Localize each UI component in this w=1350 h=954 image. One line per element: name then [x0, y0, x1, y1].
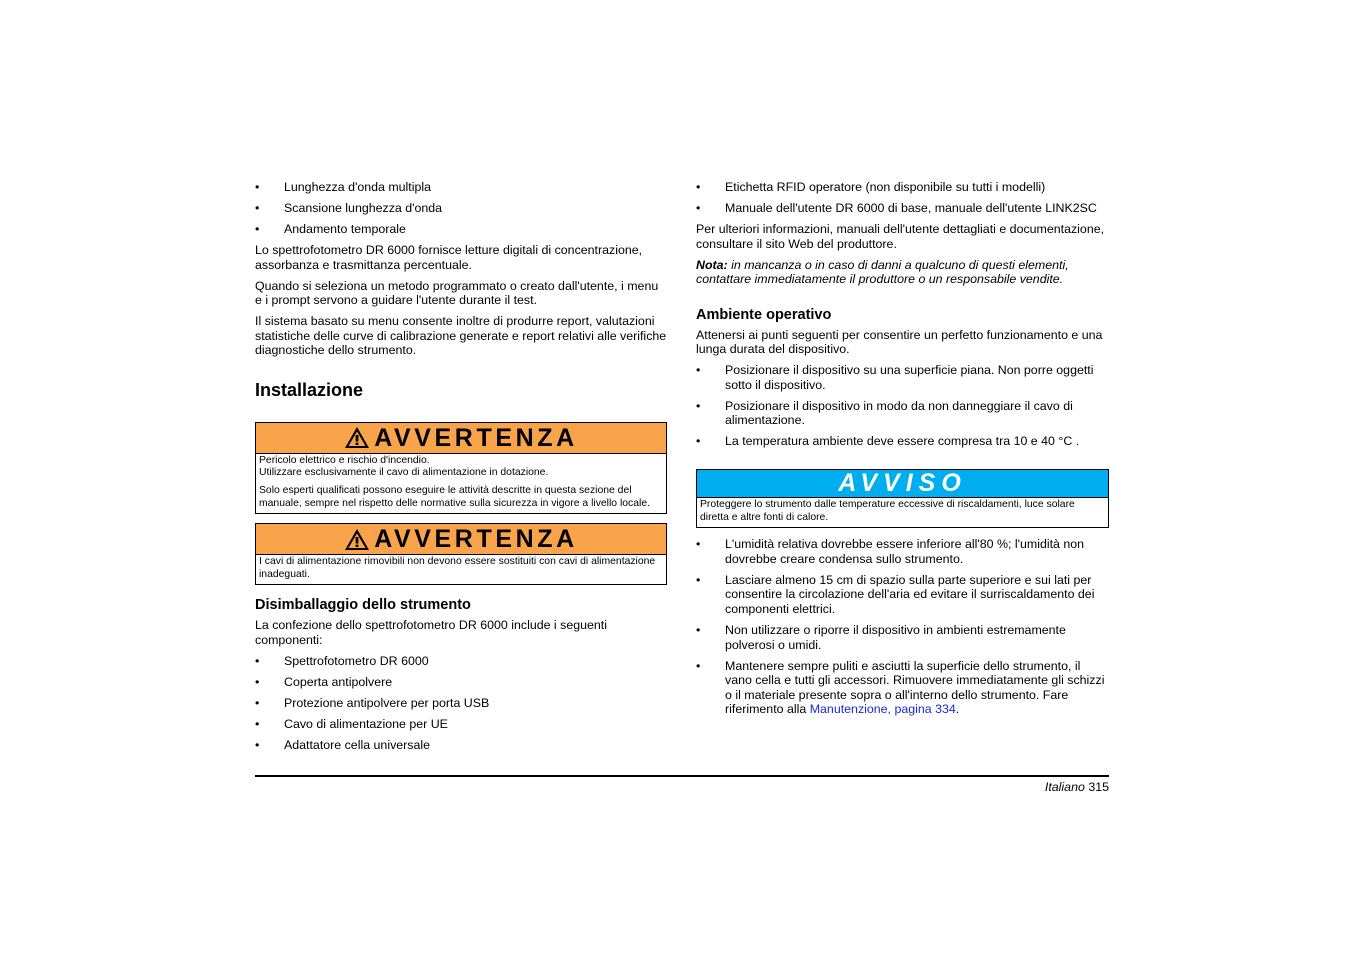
warning-text: Pericolo elettrico e rischio d'incendio. — [259, 454, 430, 466]
notice-header: AVVISO — [697, 470, 1108, 498]
note-label: Nota: — [696, 257, 728, 272]
list-item: • Andamento temporale — [255, 222, 667, 237]
warning-header — [256, 524, 666, 555]
environment-heading: Ambiente operativo — [696, 306, 832, 323]
note-text: in mancanza o in caso di danni a qualcuno di questi elementi, contattare immediatamente il produttore o un responsabile vendite. — [696, 257, 1069, 287]
footer-rule — [255, 775, 1109, 777]
list-item: • L'umidità relativa dovrebbe essere inferiore all'80 %; l'umidità non dovrebbe creare condensa sullo strumento. — [696, 537, 1109, 566]
warning-text: Solo esperti qualificati possono eseguire le attività descritte in questa sezione del manuale, sempre nel rispetto delle normative sulla sicurezza in vigore a livello locale. — [259, 485, 650, 509]
warning-title: AVVERTENZA — [374, 423, 578, 452]
unpacking-heading: Disimballaggio dello strumento — [255, 597, 471, 614]
paragraph: Il sistema basato su menu consente inoltre di produrre report, valutazioni statistiche delle curve di calibrazione generate e report relativi alle verifiche diagnostiche dello strumento. — [255, 314, 667, 358]
list-item-end: . — [955, 702, 960, 717]
list-item: • Posizionare il dispositivo in modo da non danneggiare il cavo di alimentazione. — [696, 399, 1109, 428]
list-item: • Adattatore cella universale — [255, 738, 667, 753]
list-item: • Posizionare il dispositivo su una superficie piana. Non porre oggetti sotto il dispositivo. — [696, 363, 1109, 392]
environment-list — [696, 363, 1109, 449]
list-item: • Spettrofotometro DR 6000 — [255, 654, 667, 669]
warning-box-cables — [255, 523, 667, 585]
paragraph: Quando si seleziona un metodo programmato o creato dall'utente, i menu e i prompt servono a guidare l'utente durante il test. — [255, 278, 659, 308]
list-item — [696, 659, 1109, 717]
notice-text: Proteggere lo strumento dalle temperature eccessive di riscaldamenti, luce solare diretta e altre fonti di calore. — [700, 499, 1075, 523]
notice-body — [697, 498, 1108, 527]
warning-box-electrical — [255, 422, 667, 514]
notice-box — [696, 469, 1109, 528]
list-item: • Scansione lunghezza d'onda — [255, 201, 667, 216]
components-list — [255, 654, 667, 753]
paragraph: Lo spettrofotometro DR 6000 fornisce letture digitali di concentrazione, assorbanza e trasmittanza percentuale. — [255, 242, 643, 272]
warning-header — [256, 423, 666, 454]
list-item: • Non utilizzare o riporre il dispositivo in ambienti estremamente polverosi o umidi. — [696, 623, 1109, 652]
list-item-text: Mantenere sempre puliti e asciutti la superficie dello strumento, il vano cella e tutti gli accessori. Rimuovere immediatamente gli schizzi o il materiale presente sopra o all'interno dello strumento. Fare riferimento alla — [725, 658, 1105, 717]
footer-language: Italiano — [1044, 780, 1085, 794]
list-item: • Protezione antipolvere per porta USB — [255, 696, 667, 711]
page-number: 315 — [1088, 780, 1109, 794]
list-item: • Lunghezza d'onda multipla — [255, 180, 667, 195]
warning-body — [256, 555, 666, 584]
warning-body — [256, 454, 666, 513]
list-item: • Lasciare almeno 15 cm di spazio sulla parte superiore e sui lati per consentire la circolazione dell'aria ed evitare il surriscaldamento dei componenti elettrici. — [696, 573, 1109, 617]
note — [696, 258, 1109, 287]
paragraph: Attenersi ai punti seguenti per consentire un perfetto funzionamento e una lunga durata del dispositivo. — [696, 327, 1103, 357]
list-item: • Etichetta RFID operatore (non disponibile su tutti i modelli) — [696, 180, 1109, 195]
warning-triangle-icon — [344, 528, 370, 551]
list-item: • La temperatura ambiente deve essere compresa tra 10 e 40 °C . — [696, 434, 1109, 449]
warning-title: AVVERTENZA — [374, 524, 578, 553]
left-column — [255, 180, 667, 759]
paragraph: Per ulteriori informazioni, manuali dell'utente dettagliati e documentazione, consultare il sito Web del produttore. — [696, 221, 1105, 251]
warning-text: I cavi di alimentazione rimovibili non devono essere sostituiti con cavi di alimentazione inadeguati. — [259, 556, 656, 580]
list-item: • Coperta antipolvere — [255, 675, 667, 690]
feature-list — [255, 180, 667, 237]
right-column — [696, 180, 1109, 723]
components-list-continued — [696, 180, 1109, 216]
environment-list-continued — [696, 537, 1109, 717]
list-item: • Cavo di alimentazione per UE — [255, 717, 667, 732]
warning-text: Utilizzare esclusivamente il cavo di alimentazione in dotazione. — [259, 467, 549, 479]
maintenance-link[interactable]: Manutenzione, pagina 334 — [809, 702, 956, 717]
paragraph: La confezione dello spettrofotometro DR 6000 include i seguenti componenti: — [255, 618, 607, 648]
page-footer — [1045, 780, 1109, 795]
warning-triangle-icon — [344, 426, 370, 449]
list-item: • Manuale dell'utente DR 6000 di base, manuale dell'utente LINK2SC — [696, 201, 1109, 216]
installation-heading: Installazione — [255, 379, 364, 400]
